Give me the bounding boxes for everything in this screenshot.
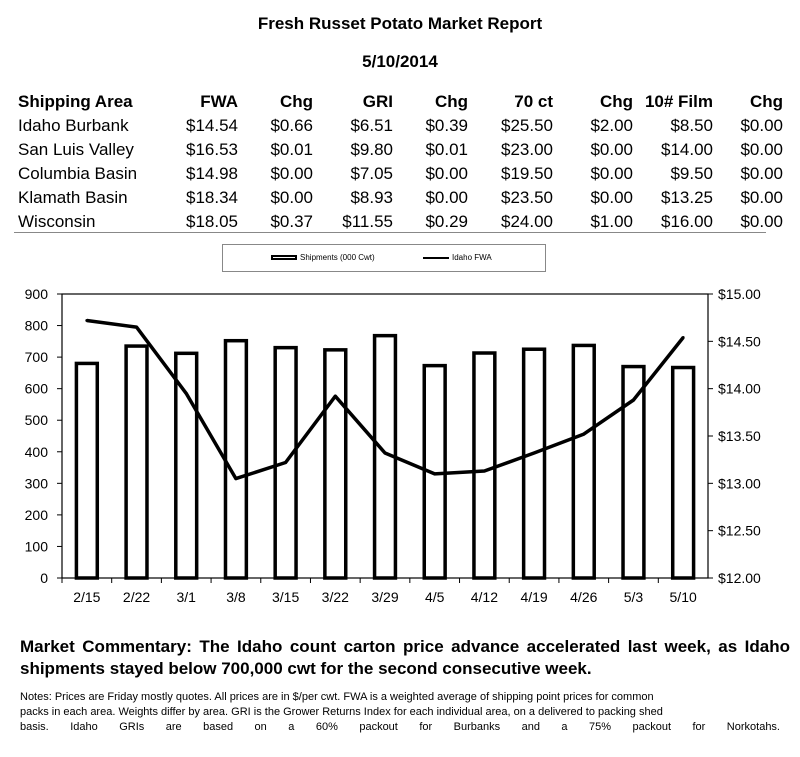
left-tick-label: 0 [40, 570, 48, 586]
x-tick-label: 2/22 [122, 589, 151, 605]
chart-legend [222, 244, 546, 272]
table-cell: $7.05 [350, 164, 393, 183]
table-cell: $0.00 [590, 164, 633, 183]
table-cell: $0.29 [425, 212, 468, 231]
idaho-fwa-point [384, 452, 387, 455]
left-tick-label: 600 [24, 380, 48, 397]
column-header: Chg [749, 92, 783, 111]
column-header: GRI [362, 92, 393, 111]
table-cell: $14.00 [661, 140, 713, 159]
table-cell: San Luis Valley [18, 140, 134, 159]
table-cell: Columbia Basin [18, 164, 138, 183]
left-tick-label: 900 [24, 286, 48, 302]
table-header-row [18, 90, 783, 114]
table-cell: Klamath Basin [18, 188, 128, 207]
table-cell: $23.50 [501, 188, 553, 207]
table-cell: $14.98 [186, 164, 238, 183]
right-tick-label: $14.50 [718, 333, 761, 350]
table-cell: $25.50 [501, 116, 553, 135]
table-cell: $23.00 [501, 140, 553, 159]
x-tick-label: 5/10 [669, 589, 697, 605]
right-tick-label: $14.00 [718, 380, 761, 397]
divider [14, 232, 766, 233]
idaho-fwa-point [334, 395, 337, 398]
x-tick-label: 4/12 [470, 589, 499, 605]
x-tick-label: 4/5 [424, 589, 445, 605]
right-tick-label: $13.00 [718, 475, 761, 492]
table-cell: $0.37 [270, 212, 313, 231]
table-cell: $2.00 [590, 116, 633, 135]
idaho-fwa-point [234, 477, 237, 480]
legend-item-shipments [271, 253, 375, 262]
idaho-fwa-point [533, 452, 536, 455]
table-cell: $0.00 [740, 140, 783, 159]
bar-swatch-icon [271, 255, 297, 260]
x-tick-label: 3/22 [321, 589, 349, 605]
table-cell: $0.66 [270, 116, 313, 135]
table-cell: $16.00 [661, 212, 713, 231]
x-tick-label: 3/29 [371, 589, 399, 605]
left-tick-label: 500 [24, 412, 48, 429]
idaho-fwa-point [284, 461, 287, 464]
shipment-bar [176, 353, 197, 578]
table-cell: $16.53 [186, 140, 238, 159]
right-tick-label: $15.00 [718, 286, 761, 302]
table-row [18, 210, 783, 234]
table-cell: $18.05 [186, 212, 238, 231]
column-header: Chg [279, 92, 313, 111]
table-cell: $18.34 [186, 188, 238, 207]
table-cell: $0.00 [270, 188, 313, 207]
idaho-fwa-point [682, 336, 685, 339]
notes-line: packs in each area. Weights differ by area. GRI is the Grower Returns Index for each individual area, on a delivered to packing shed [20, 706, 663, 718]
table-cell: $0.00 [425, 164, 468, 183]
x-tick-label: 4/19 [520, 589, 548, 605]
left-tick-label: 700 [24, 349, 48, 366]
table-cell: $0.01 [425, 140, 468, 159]
table-cell: $0.00 [270, 164, 313, 183]
idaho-fwa-point [582, 433, 585, 436]
left-tick-label: 100 [24, 538, 48, 555]
table-row [18, 162, 783, 186]
left-tick-label: 300 [24, 475, 48, 492]
column-header: Chg [599, 92, 633, 111]
table-cell: $8.93 [350, 188, 393, 207]
price-table [18, 90, 783, 234]
idaho-fwa-point [135, 326, 138, 329]
report-title: Fresh Russet Potato Market Report [257, 14, 543, 33]
shipment-bar [126, 346, 147, 578]
shipment-bar [325, 350, 346, 578]
legend-label: Shipments (000 Cwt) [300, 253, 375, 262]
idaho-fwa-point [85, 319, 88, 322]
x-tick-label: 3/8 [226, 589, 246, 605]
idaho-fwa-point [632, 399, 635, 402]
table-cell: $0.39 [425, 116, 468, 135]
left-tick-label: 400 [24, 443, 48, 460]
idaho-fwa-point [483, 470, 486, 473]
table-cell: $0.00 [740, 188, 783, 207]
table-cell: $0.00 [590, 188, 633, 207]
column-header: Chg [434, 92, 468, 111]
table-cell: $19.50 [501, 164, 553, 183]
table-cell: $0.01 [270, 140, 313, 159]
x-tick-label: 2/15 [73, 589, 101, 605]
column-header: 70 ct [514, 92, 553, 111]
shipment-bar [673, 368, 694, 578]
idaho-fwa-point [185, 392, 188, 395]
left-tick-label: 800 [24, 317, 48, 334]
table-cell: $9.50 [670, 164, 713, 183]
x-tick-label: 3/15 [271, 589, 300, 605]
table-cell: $0.00 [740, 212, 783, 231]
left-tick-label: 200 [24, 506, 48, 523]
right-tick-label: $12.50 [718, 522, 761, 539]
x-tick-label: 5/3 [623, 589, 644, 605]
table-row [18, 114, 783, 138]
table-cell: $6.51 [350, 116, 393, 135]
table-cell: $0.00 [590, 140, 633, 159]
table-cell: $0.00 [740, 164, 783, 183]
table-cell: $13.25 [661, 188, 713, 207]
column-header: FWA [200, 92, 238, 111]
right-tick-label: $12.00 [718, 570, 761, 586]
table-cell: $0.00 [740, 116, 783, 135]
table-cell: $14.54 [186, 116, 238, 135]
table-cell: $1.00 [590, 212, 633, 231]
line-swatch-icon [423, 257, 449, 259]
shipment-bar [225, 341, 246, 578]
legend-item-idaho-fwa [423, 253, 492, 262]
notes-line: basis. Idaho GRIs are based on a 60% packout for Burbanks and a 75% packout for Norkotahs. [20, 721, 780, 733]
column-header: Shipping Area [18, 92, 133, 111]
table-cell: $11.55 [342, 212, 393, 231]
table-cell: $24.00 [501, 212, 553, 231]
market-commentary: Market Commentary: The Idaho count carton price advance accelerated last week, as Idaho shipments stayed below 700,000 cwt for the second consecutive week. [20, 637, 790, 678]
table-cell: $8.50 [670, 116, 713, 135]
legend-label: Idaho FWA [452, 253, 492, 262]
right-tick-label: $13.50 [718, 428, 761, 444]
shipment-bar [524, 349, 545, 578]
x-tick-label: 3/1 [176, 589, 196, 605]
notes [20, 690, 780, 735]
table-cell: Wisconsin [18, 212, 96, 231]
shipment-bar [76, 363, 97, 578]
table-cell: Idaho Burbank [18, 116, 129, 135]
report-date: 5/10/2014 [362, 52, 438, 71]
table-row [18, 138, 783, 162]
idaho-fwa-point [433, 472, 436, 475]
table-row [18, 186, 783, 210]
table-cell: $9.80 [350, 140, 393, 159]
column-header: 10# Film [644, 92, 713, 111]
shipment-bar [573, 345, 594, 578]
x-tick-label: 4/26 [570, 589, 598, 605]
table-cell: $0.00 [425, 188, 468, 207]
shipment-bar [474, 353, 495, 578]
notes-line: Notes: Prices are Friday mostly quotes. All prices are in $/per cwt. FWA is a weighted average of shipping point prices for common [20, 691, 654, 703]
shipments-price-chart [0, 280, 800, 630]
